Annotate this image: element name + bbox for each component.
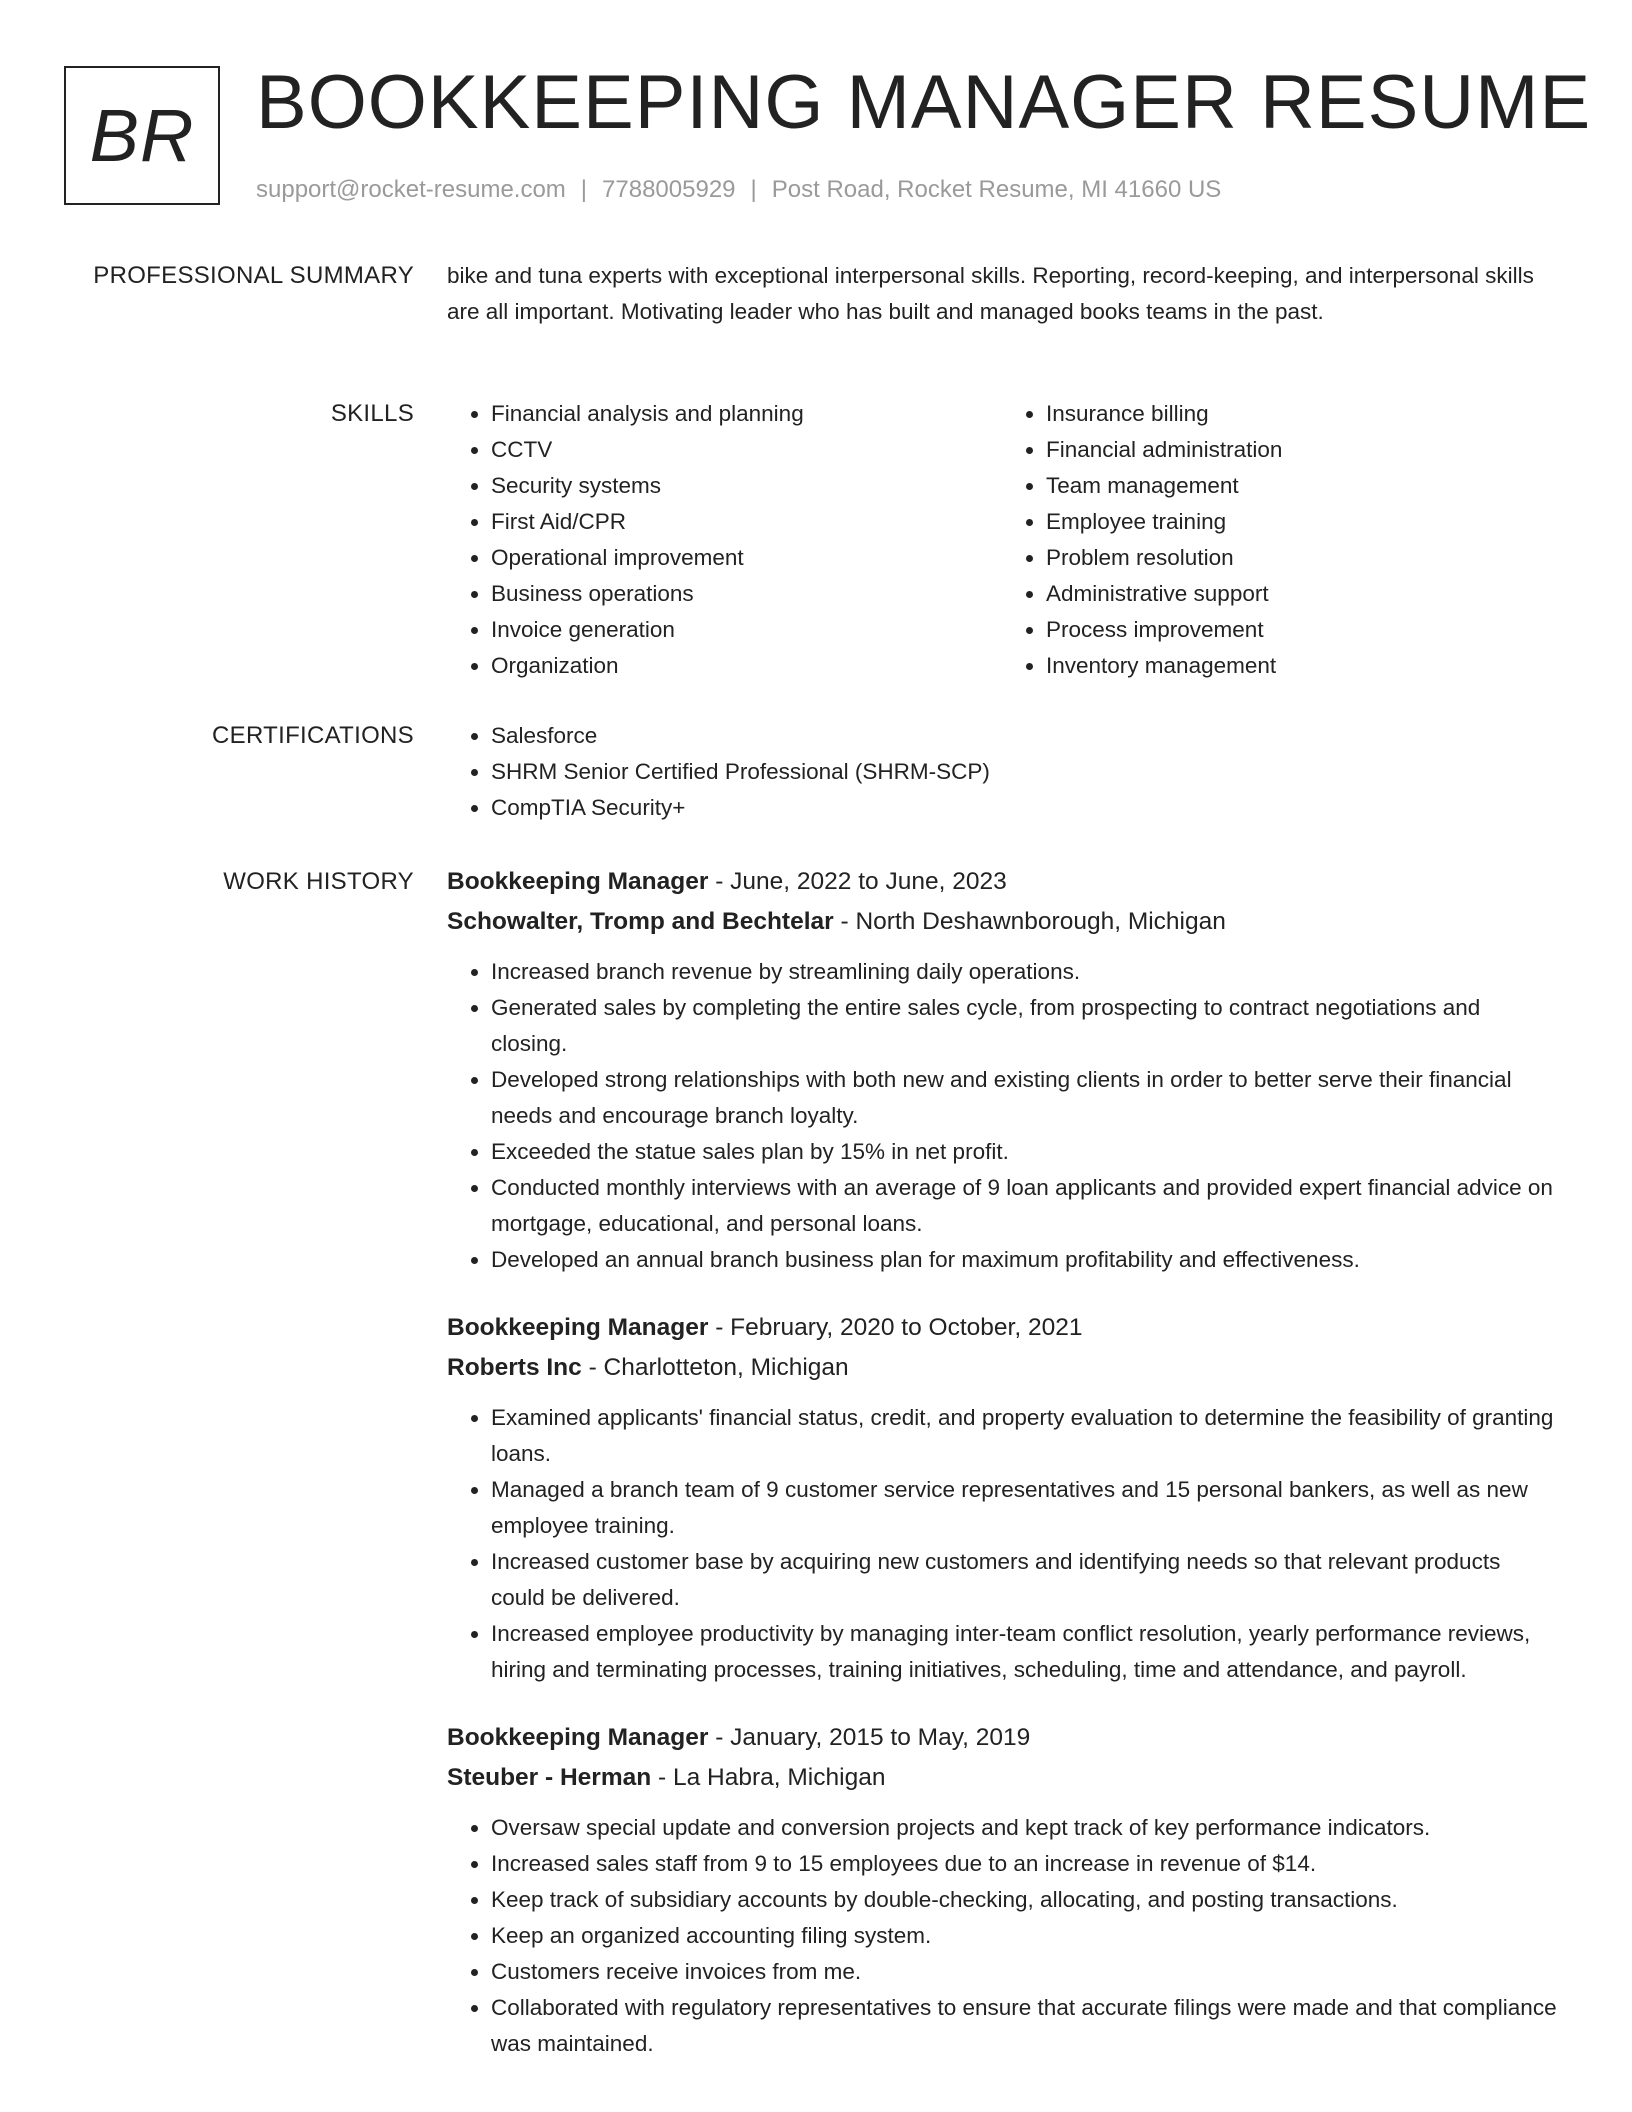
job-bullets: [447, 954, 1557, 1278]
skill-item: • Administrative support: [1046, 576, 1557, 612]
job-bullet: • Keep track of subsidiary accounts by double-checking, allocating, and posting transactions.: [491, 1882, 1557, 1918]
job-title-line: [447, 862, 1557, 902]
job-company: Roberts Inc: [447, 1354, 582, 1381]
job-bullets: [447, 1810, 1557, 2062]
skill-item: • Operational improvement: [491, 540, 1002, 576]
job-location: - Charlotteton, Michigan: [581, 1354, 849, 1381]
job-bullet: • Examined applicants' financial status, credit, and property evaluation to determine the feasibility of granting loans.: [491, 1400, 1557, 1472]
job-location: - North Deshawnborough, Michigan: [833, 908, 1226, 935]
skill-item: • Process improvement: [1046, 612, 1557, 648]
job-bullet: • Generated sales by completing the entire sales cycle, from prospecting to contract negotiations and closing.: [491, 990, 1557, 1062]
job-company-line: [447, 1348, 1557, 1388]
skill-item: • Employee training: [1046, 504, 1557, 540]
job-bullet: • Managed a branch team of 9 customer service representatives and 15 personal bankers, as well as new employee training.: [491, 1472, 1557, 1544]
contact-separator: |: [580, 176, 588, 203]
job-bullet: • Increased customer base by acquiring new customers and identifying needs so that relevant products could be delivered.: [491, 1544, 1557, 1616]
job-title-line: [447, 1308, 1557, 1348]
job-bullet: • Developed an annual branch business plan for maximum profitability and effectiveness.: [491, 1242, 1557, 1278]
job-entry: [447, 1308, 1557, 1688]
job-company-line: [447, 1758, 1557, 1798]
summary-text: bike and tuna experts with exceptional interpersonal skills. Reporting, record-keeping, and interpersonal skills are all important. Motivating leader who has built and managed books teams in the past.: [447, 263, 1534, 324]
job-bullet: • Oversaw special update and conversion projects and kept track of key performance indicators.: [491, 1810, 1557, 1846]
skill-item: • Insurance billing: [1046, 396, 1557, 432]
skill-item: • Financial administration: [1046, 432, 1557, 468]
certifications-label: CERTIFICATIONS: [212, 722, 414, 749]
job-bullets: [447, 1400, 1557, 1688]
job-bullet: • Keep an organized accounting filing system.: [491, 1918, 1557, 1954]
skill-item: • Business operations: [491, 576, 1002, 612]
job-title: Bookkeeping Manager: [447, 868, 709, 895]
skill-item: • Financial analysis and planning: [491, 396, 1002, 432]
skills-body: [447, 396, 1557, 684]
job-bullet: • Increased sales staff from 9 to 15 employees due to an increase in revenue of $14.: [491, 1846, 1557, 1882]
job-bullet: • Developed strong relationships with both new and existing clients in order to better serve their financial needs and encourage branch loyalty.: [491, 1062, 1557, 1134]
summary-body: [447, 258, 1557, 330]
skill-item: • First Aid/CPR: [491, 504, 1002, 540]
job-company-line: [447, 902, 1557, 942]
skill-item: • CCTV: [491, 432, 1002, 468]
job-bullet: • Customers receive invoices from me.: [491, 1954, 1557, 1990]
skill-item: • Inventory management: [1046, 648, 1557, 684]
contact-separator: |: [750, 176, 757, 203]
skill-item: • Invoice generation: [491, 612, 1002, 648]
work-history-body: [447, 862, 1557, 2062]
contact-line: [256, 172, 1221, 208]
contact-phone[interactable]: 7788005929: [602, 176, 736, 203]
job-bullet: • Exceeded the statue sales plan by 15% in net profit.: [491, 1134, 1557, 1170]
job-entry: [447, 862, 1557, 1278]
resume-title: BOOKKEEPING MANAGER RESUME: [256, 60, 1592, 145]
job-dates: - January, 2015 to May, 2019: [708, 1724, 1031, 1751]
job-company: Steuber - Herman: [447, 1764, 652, 1791]
skills-column-1: [447, 396, 1002, 684]
skill-item: • Problem resolution: [1046, 540, 1557, 576]
job-dates: - June, 2022 to June, 2023: [708, 868, 1007, 895]
summary-label: PROFESSIONAL SUMMARY: [93, 262, 414, 289]
certifications-body: [447, 718, 1557, 826]
job-title-line: [447, 1718, 1557, 1758]
job-bullet: • Increased branch revenue by streamlining daily operations.: [491, 954, 1557, 990]
contact-email[interactable]: support@rocket-resume.com: [256, 176, 566, 203]
certification-item: • Salesforce: [491, 718, 1557, 754]
job-bullet: • Conducted monthly interviews with an average of 9 loan applicants and provided expert financial advice on mortgage, educational, and personal loans.: [491, 1170, 1557, 1242]
skill-item: • Team management: [1046, 468, 1557, 504]
job-title: Bookkeeping Manager: [447, 1724, 709, 1751]
job-location: - La Habra, Michigan: [651, 1764, 886, 1791]
job-dates: - February, 2020 to October, 2021: [708, 1314, 1083, 1341]
monogram-logo: BR: [64, 66, 220, 205]
job-company: Schowalter, Tromp and Bechtelar: [447, 908, 834, 935]
skills-column-2: [1002, 396, 1557, 684]
certification-item: • SHRM Senior Certified Professional (SHRM-SCP): [491, 754, 1557, 790]
certification-item: • CompTIA Security+: [491, 790, 1557, 826]
job-bullet: • Increased employee productivity by managing inter-team conflict resolution, yearly performance reviews, hiring and terminating processes, training initiatives, scheduling, time and attendance, and payroll.: [491, 1616, 1557, 1688]
job-bullet: • Collaborated with regulatory representatives to ensure that accurate filings were made and that compliance was maintained.: [491, 1990, 1557, 2062]
job-entry: [447, 1718, 1557, 2062]
skill-item: • Organization: [491, 648, 1002, 684]
work-history-label: WORK HISTORY: [223, 868, 414, 895]
skill-item: • Security systems: [491, 468, 1002, 504]
skills-label: SKILLS: [330, 400, 414, 427]
contact-address: Post Road, Rocket Resume, MI 41660 US: [771, 176, 1222, 203]
job-title: Bookkeeping Manager: [447, 1314, 709, 1341]
